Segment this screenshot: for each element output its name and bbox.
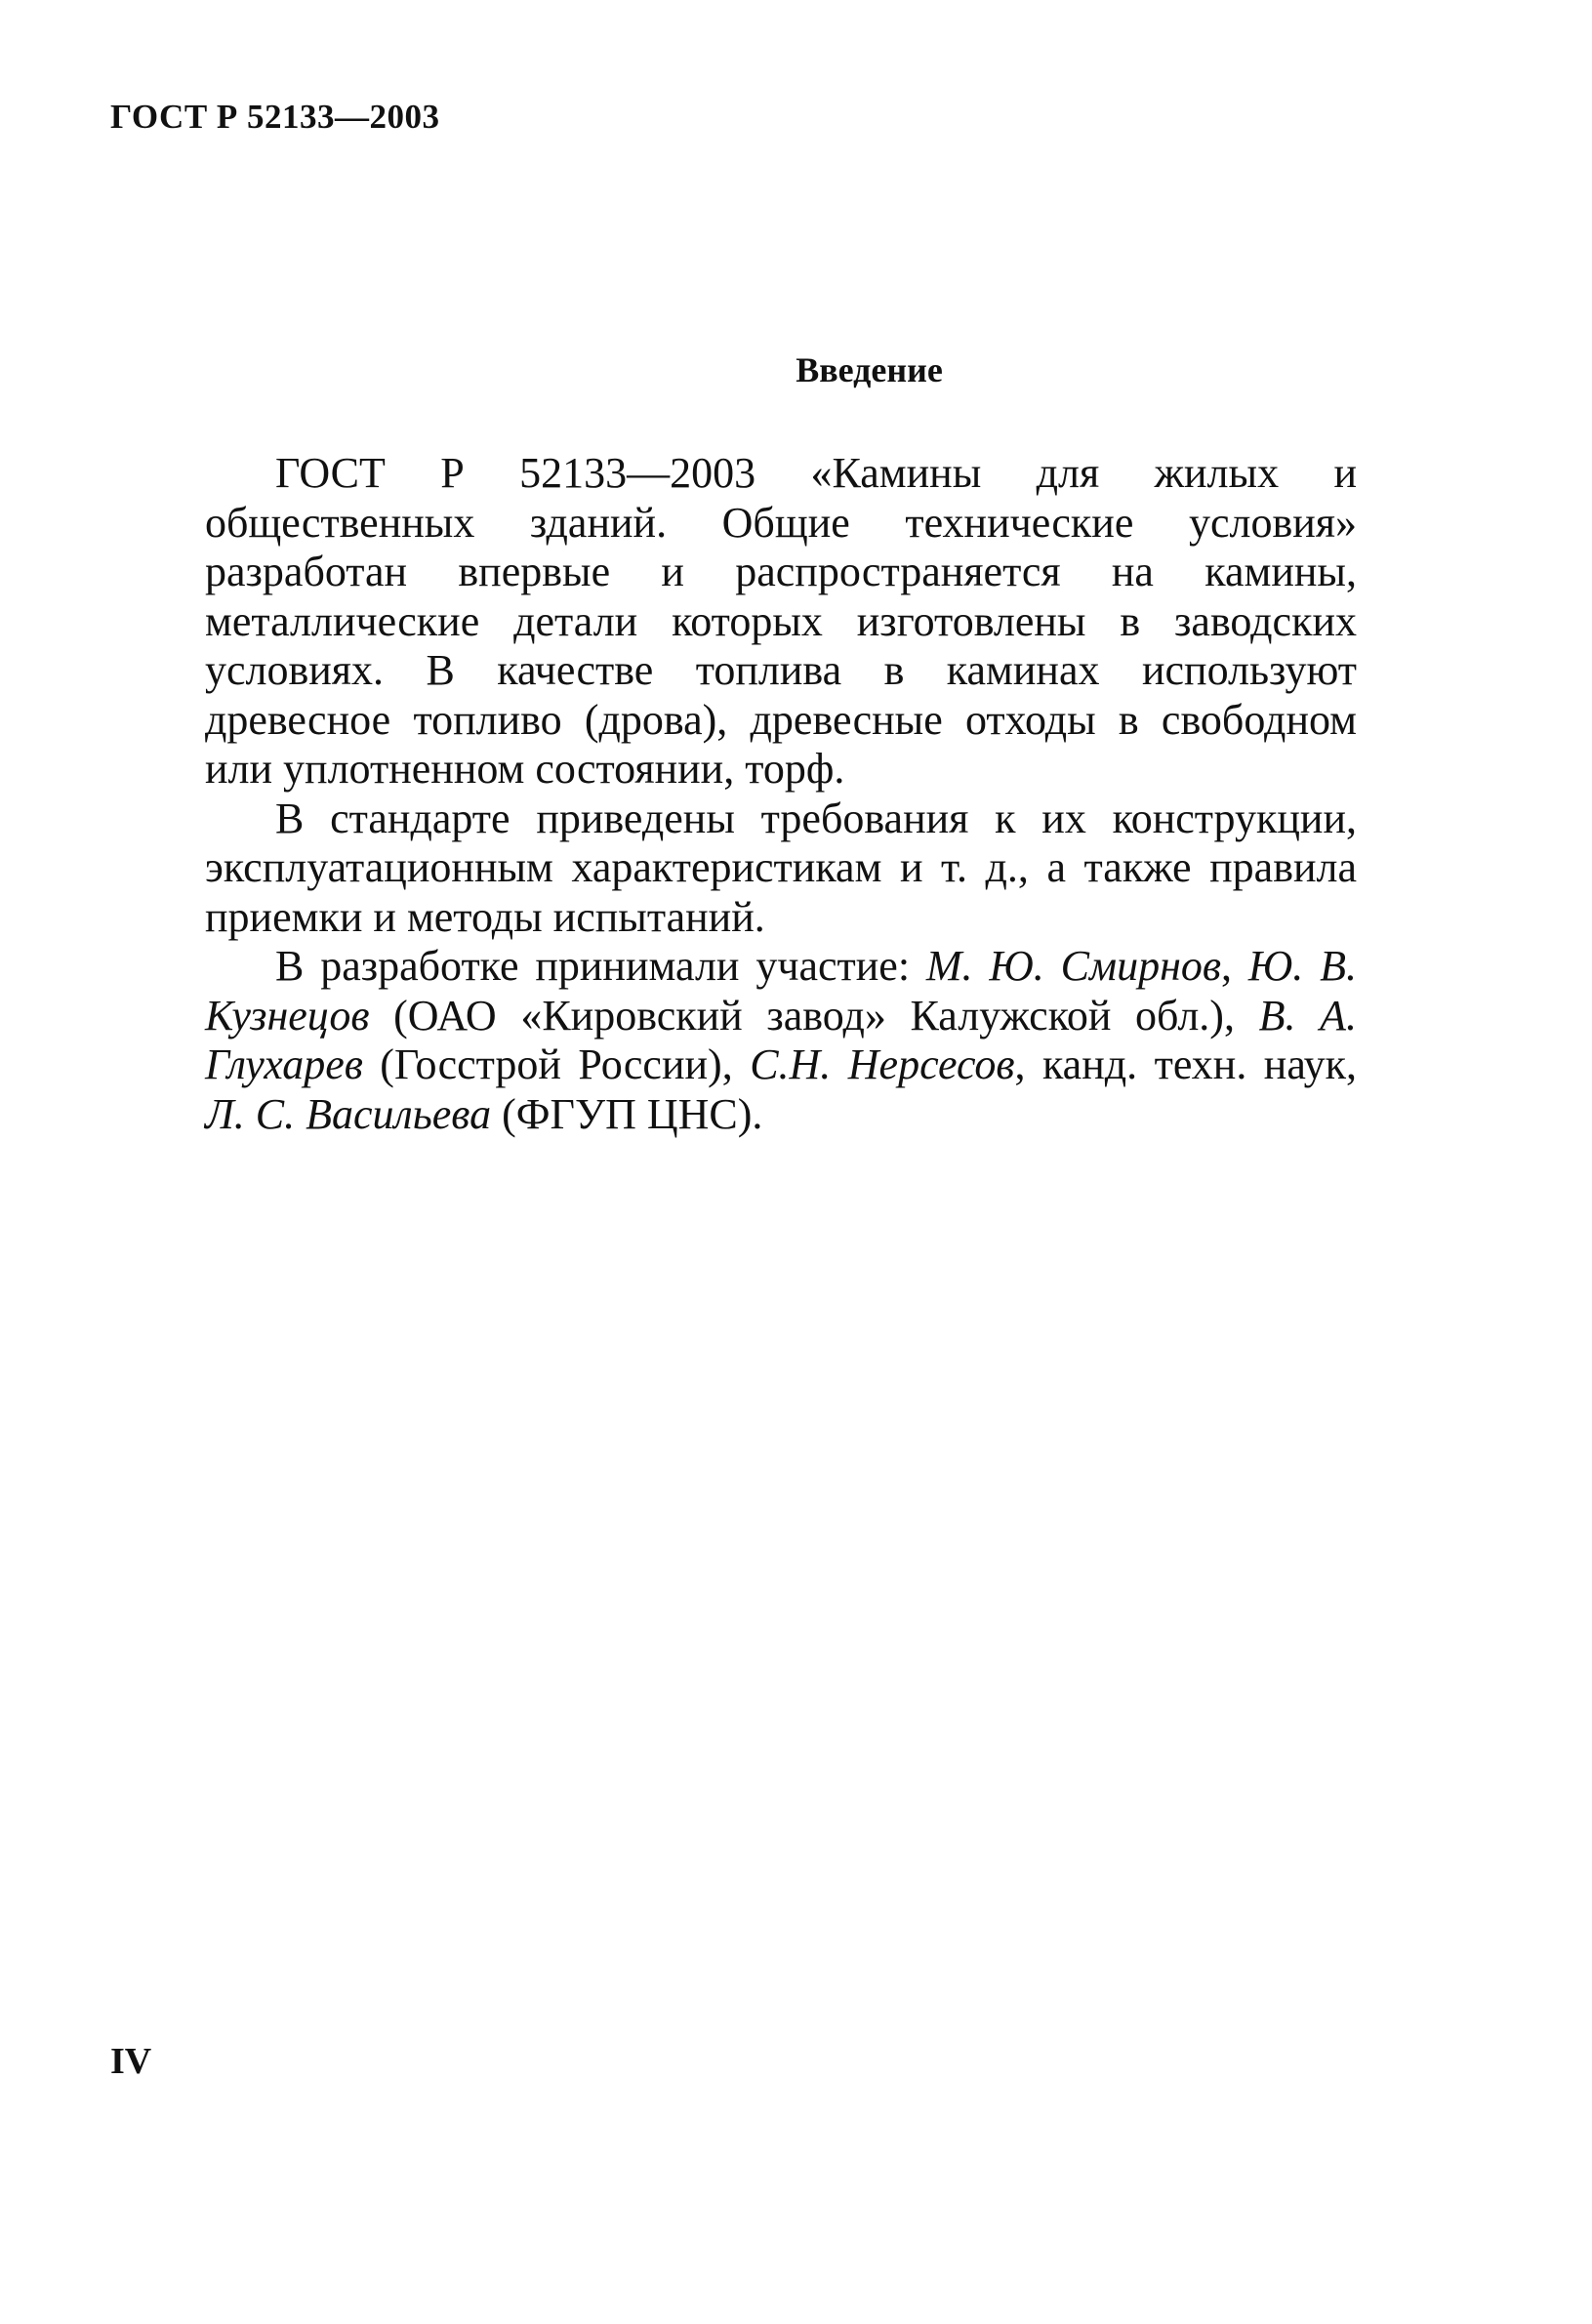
paragraph-contributors — [205, 942, 1357, 1139]
contributor-name: М. Ю. Смирнов — [925, 942, 1222, 990]
contributor-name: Л. С. Васильева — [205, 1089, 492, 1138]
document-code-header: ГОСТ Р 52133—2003 — [110, 98, 440, 136]
section-title: Введение — [796, 350, 943, 389]
contributors-intro: В разработке принимали участие: — [275, 942, 926, 990]
contributor-organization: (Госстрой России), — [362, 1040, 751, 1088]
contributor-name: Ю. В. Кузнецов — [205, 942, 1358, 1040]
contributor-name: В. А. Глухарев — [205, 991, 1357, 1088]
contributor-organization: (ФГУП ЦНС). — [491, 1089, 763, 1138]
paragraph-requirements: В стандарте приведены требования к их конструкции, эксплуатационным характеристикам и т. д., а также правила приемки и методы испытаний. — [205, 794, 1357, 941]
contributor-organization: (ОАО «Кировский завод» Калужской обл.), — [369, 991, 1259, 1040]
contributor-degree: , канд. техн. наук, — [1014, 1040, 1358, 1088]
page-number: IV — [110, 2041, 152, 2082]
contributor-name: С.Н. Нерсесов — [750, 1040, 1015, 1088]
introduction-body — [205, 449, 1357, 1139]
separator: , — [1221, 942, 1248, 990]
paragraph-scope: ГОСТ Р 52133—2003 «Камины для жилых и общественных зданий. Общие технические условия» разработан впервые и распространяется на камины, металлические детали которых изготовлены в заводских условиях. В качестве топлива в каминах используют древесное топливо (дрова), древесные отходы в свободном или уплотненном состоянии, торф. — [205, 449, 1357, 793]
